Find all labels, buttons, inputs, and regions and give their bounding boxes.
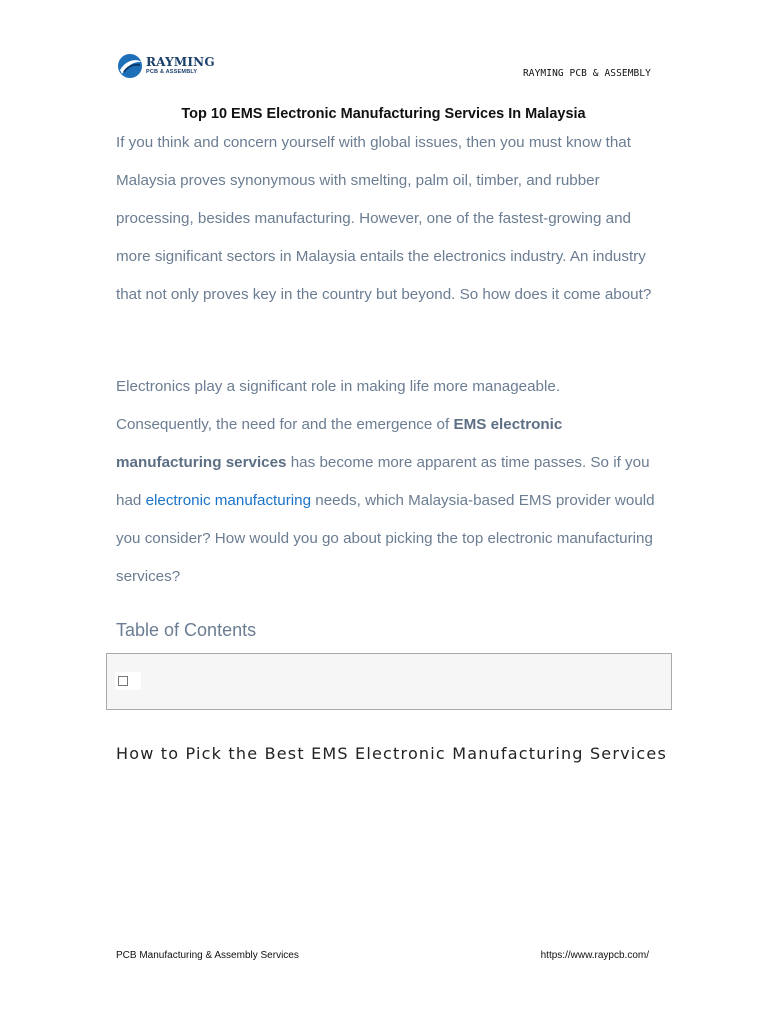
toc-box — [106, 653, 672, 710]
logo-subtitle: PCB & ASSEMBLY — [146, 69, 198, 76]
footer-url[interactable]: https://www.raypcb.com/ — [540, 950, 649, 961]
intro-paragraph: If you think and concern yourself with global issues, then you must know that Malaysia proves synonymous with smelting, palm oil, timber, and rubber processing, besides manufacturing. However, one of the fastest-growing and more significant sectors in Malaysia entails the electronics industry. An industry that not only proves key in the country but beyond. So how does it come about? — [116, 134, 652, 303]
section-heading: How to Pick the Best EMS Electronic Manufacturing Services — [116, 744, 668, 764]
logo-name: RAYMING — [146, 55, 215, 70]
electronic-manufacturing-link[interactable]: electronic manufacturing — [145, 492, 312, 509]
paragraph-text-2: has become more apparent as time passes. So if you had — [116, 454, 650, 509]
logo-globe-icon — [116, 52, 144, 80]
paragraph-text-3: needs, which Malaysia-based EMS provider would you consider? How would you go about picking the top electronic manufacturing services? — [116, 492, 655, 585]
bold-keyword: EMS electronic manufacturing services — [116, 416, 563, 471]
paragraph-text-1: Electronics play a significant role in making life more manageable. Consequently, the need for and the emergence of — [116, 378, 561, 433]
toc-checkbox-icon[interactable] — [118, 676, 128, 686]
toc-heading: Table of Contents — [116, 620, 257, 640]
company-logo — [116, 52, 216, 80]
footer-left-text: PCB Manufacturing & Assembly Services — [116, 950, 299, 961]
page-title: Top 10 EMS Electronic Manufacturing Services In Malaysia — [181, 105, 586, 122]
second-paragraph — [116, 368, 656, 596]
toc-toggle[interactable] — [115, 672, 141, 690]
header-company-name: RAYMING PCB & ASSEMBLY — [522, 68, 651, 79]
